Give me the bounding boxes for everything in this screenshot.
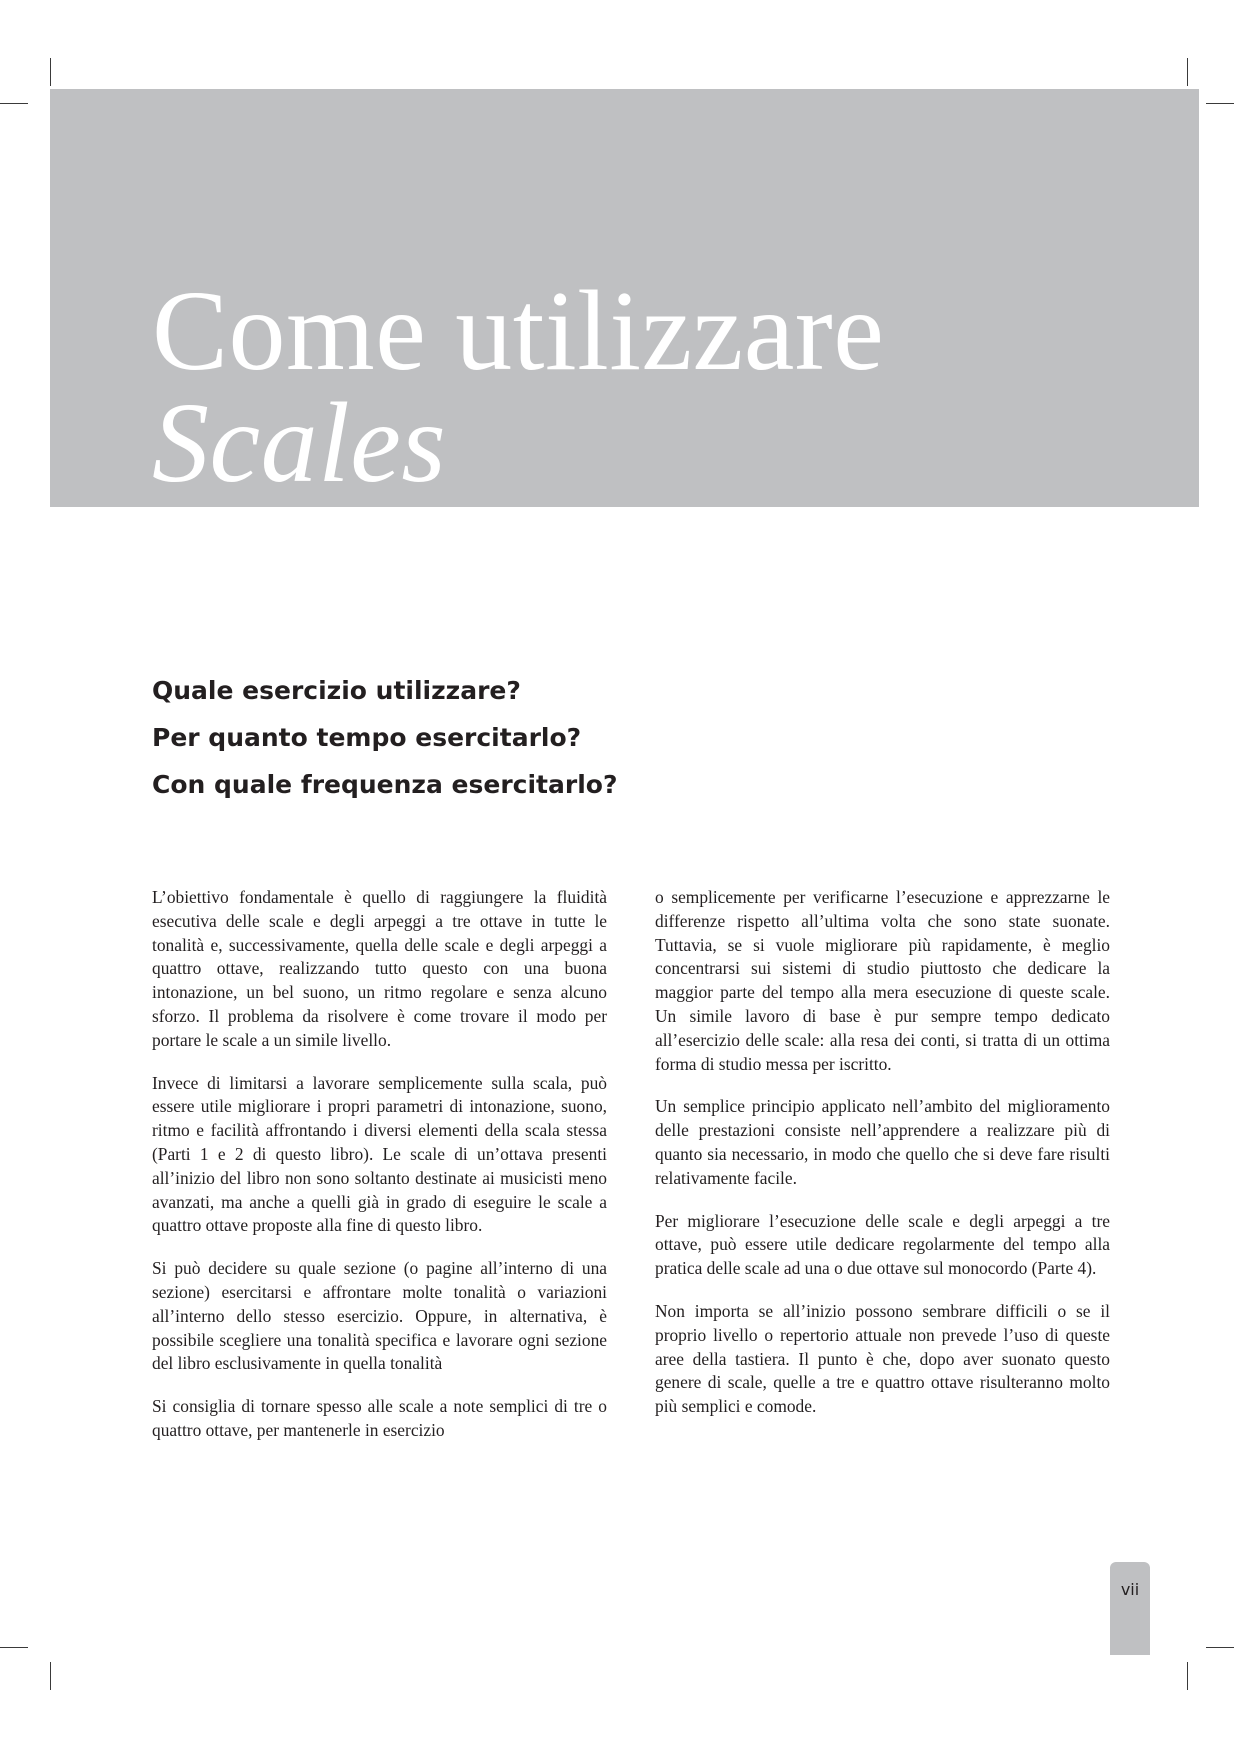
crop-mark-top-left-vertical (50, 58, 51, 86)
body-column-right (655, 886, 1110, 1438)
paragraph: Non importa se all’inizio possono sembrare difficili o se il proprio livello o repertorio attuale non prevede l’uso di queste aree della tastiera. Il punto è che, dopo aver suonato questo genere di scale, quelle a tre e quattro ottave risulteranno molto più semplici e comode. (655, 1300, 1110, 1417)
chapter-title-line2: Scales (152, 379, 447, 506)
question-item: Per quanto tempo esercitarlo? (152, 723, 582, 752)
crop-mark-bottom-left-horizontal (0, 1647, 28, 1648)
page-number-tab (1110, 1562, 1150, 1655)
paragraph: o semplicemente per verificarne l’esecuzione e apprezzarne le differenze rispetto all’ultima volta che sono state suonate. Tuttavia, se si vuole migliorare più rapidamente, è meglio concentrarsi sui sistemi di studio piuttosto che dedicare la maggior parte del tempo alla mera esecuzione di queste scale. Un simile lavoro di base è pur sempre tempo dedicato all’esercizio delle scale: alla resa dei conti, si tratta di un ottima forma di studio messa per iscritto. (655, 887, 1110, 1074)
paragraph: L’obiettivo fondamentale è quello di raggiungere la fluidità esecutiva delle scale e degli arpeggi a tre ottave in tutte le tonalità e, successivamente, quella delle scale e degli arpeggi a quattro ottave, realizzando tutto questo con una buona intonazione, un bel suono, un ritmo regolare e senza alcuno sforzo. Il problema da risolvere è come trovare il modo per portare le scale a un simile livello. (152, 887, 607, 1050)
paragraph: Si può decidere su quale sezione (o pagine all’interno di una sezione) esercitarsi e affrontare molte tonalità o variazioni all’interno dello stesso esercizio. Oppure, in alternativa, è possibile scegliere una tonalità specifica e lavorare ogni sezione del libro esclusivamente in quella tonalità (152, 1258, 607, 1374)
question-item: Con quale frequenza esercitarlo? (152, 770, 618, 799)
crop-mark-top-right-horizontal (1206, 103, 1234, 104)
paragraph: Per migliorare l’esecuzione delle scale e degli arpeggi a tre ottave, può essere utile dedicare regolarmente del tempo alla pratica delle scale ad una o due ottave sul monocordo (Parte 4). (655, 1210, 1110, 1279)
crop-mark-bottom-right-horizontal (1206, 1647, 1234, 1648)
paragraph: Un semplice principio applicato nell’ambito del miglioramento delle prestazioni consiste nell’apprendere a realizzare più di quanto sia necessario, in modo che quello che si deve fare risulti relativamente facile. (655, 1096, 1110, 1188)
crop-mark-top-right-vertical (1187, 58, 1188, 86)
crop-mark-bottom-right-vertical (1187, 1662, 1188, 1690)
questions-list (152, 667, 617, 808)
question-item: Quale esercizio utilizzare? (152, 676, 521, 705)
crop-mark-top-left-horizontal (0, 103, 28, 104)
body-column-left (152, 886, 607, 1462)
crop-mark-bottom-left-vertical (50, 1662, 51, 1690)
paragraph: Si consiglia di tornare spesso alle scale a note semplici di tre o quattro ottave, per mantenerle in esercizio (152, 1396, 607, 1440)
page-number: vii (1120, 1580, 1140, 1599)
paragraph: Invece di limitarsi a lavorare semplicemente sulla scala, può essere utile migliorare i propri parametri di intonazione, suono, ritmo e facilità affrontando i diversi elementi della scala stessa (Parti 1 e 2 di questo libro). Le scale di un’ottava presenti all’inizio del libro non sono soltanto destinate ai musicisti meno avanzati, ma anche a quelli già in grado di eseguire le scale a quattro ottave proposte alla fine di questo libro. (152, 1072, 607, 1236)
chapter-title (152, 267, 885, 506)
chapter-title-line1: Come utilizzare (152, 267, 885, 394)
